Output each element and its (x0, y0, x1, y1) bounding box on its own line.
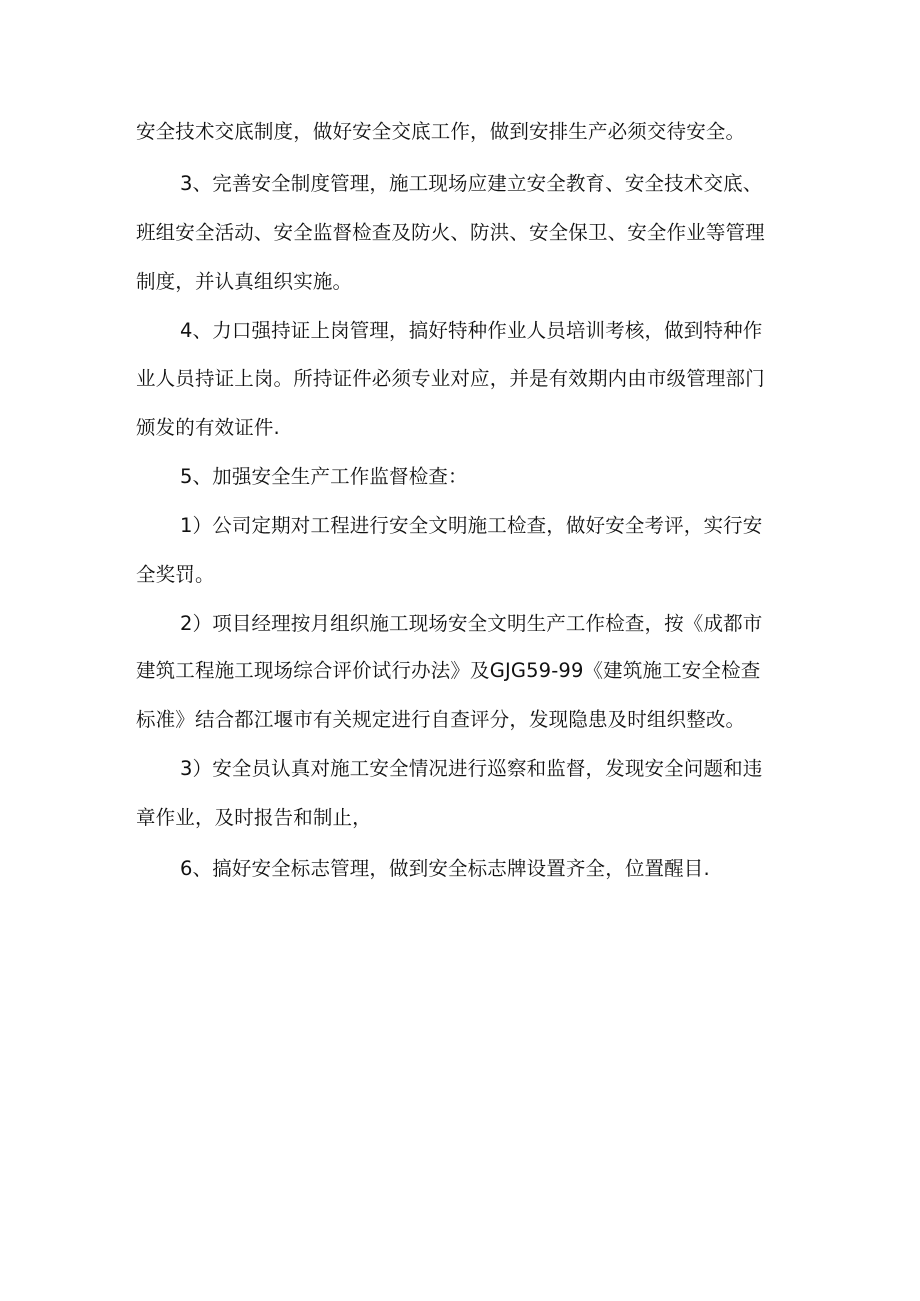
paragraph-line: 5、加强安全生产工作监督检查： (180, 465, 468, 488)
paragraph-line: 制度，并认真组织实施。 (136, 270, 353, 293)
paragraph-line: 班组安全活动、安全监督检查及防火、防洪、安全保卫、安全作业等管理 (136, 221, 765, 244)
paragraph-line: 章作业，及时报告和制止， (136, 806, 372, 829)
paragraph-line: 3）安全员认真对施工安全情况进行巡察和监督，发现安全问题和违 (180, 757, 763, 780)
paragraph-line: 安全技术交底制度，做好安全交底工作，做到安排生产必须交待安全。 (136, 120, 746, 143)
paragraph-line: 建筑工程施工现场综合评价试行办法》及GJG59-99《建筑施工安全检查 (136, 659, 761, 682)
paragraph-line: 颁发的有效证件. (136, 416, 280, 439)
paragraph-line: 业人员持证上岗。所持证件必须专业对应，并是有效期内由市级管理部门 (136, 367, 765, 390)
paragraph-line: 全奖罚。 (136, 563, 215, 586)
paragraph-line: 2）项目经理按月组织施工现场安全文明生产工作检查，按《成都市 (180, 612, 763, 635)
paragraph-line: 6、搞好安全标志管理，做到安全标志牌设置齐全，位置醒目. (180, 857, 710, 880)
paragraph-line: 4、力口强持证上岗管理，搞好特种作业人员培训考核，做到特种作 (180, 319, 763, 342)
paragraph-line: 1）公司定期对工程进行安全文明施工检查，做好安全考评，实行安 (180, 514, 763, 537)
paragraph-line: 标准》结合都江堰市有关规定进行自查评分，发现隐患及时组织整改。 (136, 708, 746, 731)
paragraph-line: 3、完善安全制度管理，施工现场应建立安全教育、安全技术交底、 (180, 172, 763, 195)
